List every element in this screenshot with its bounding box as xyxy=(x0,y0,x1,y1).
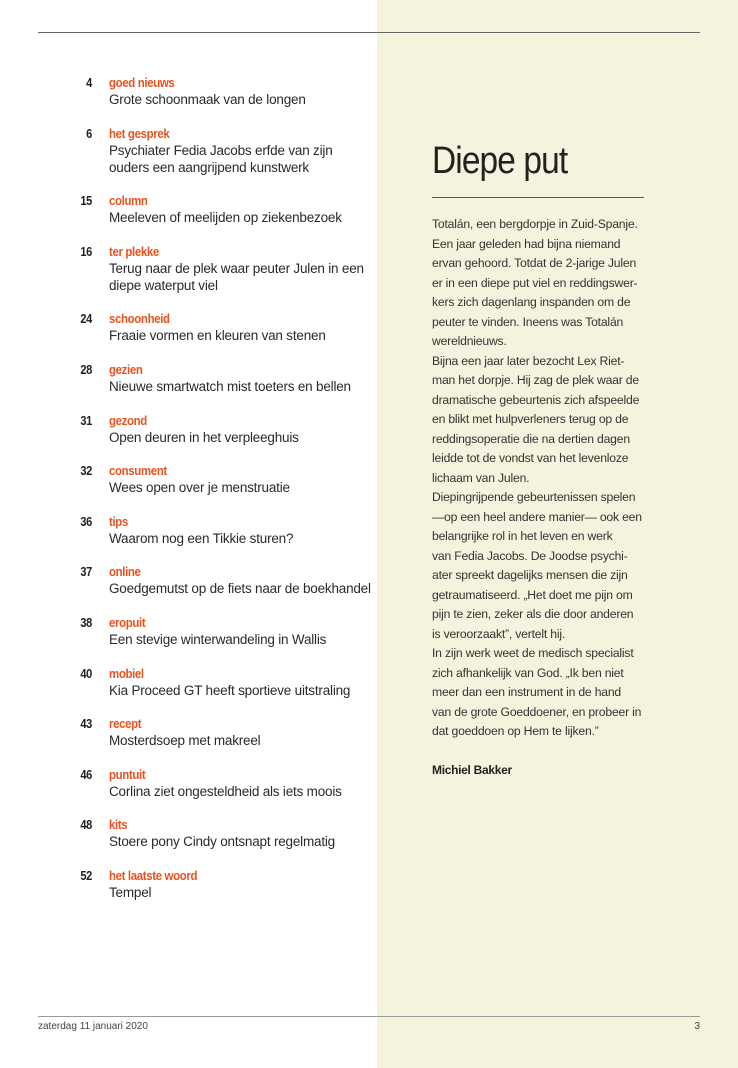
intro-line: dat goeddoen op Hem te lijken.” xyxy=(432,724,599,738)
toc-page-number: 15 xyxy=(80,193,92,209)
intro-line: ater spreekt dagelijks mensen die zijn xyxy=(432,568,628,582)
toc-page-number: 28 xyxy=(80,361,92,377)
toc-category: column xyxy=(109,193,148,209)
toc-page-number: 16 xyxy=(80,243,92,259)
toc-page-number: 40 xyxy=(80,665,92,681)
toc-page-number: 4 xyxy=(86,75,92,90)
intro-line: getraumatiseerd. „Het doet me pijn om xyxy=(432,587,633,602)
intro-line: Bijna een jaar later bezocht Lex Riet- xyxy=(432,353,625,368)
toc-page-number: 6 xyxy=(86,125,92,141)
toc-category: goed nieuws xyxy=(109,75,175,90)
toc-page-number: 43 xyxy=(80,716,92,732)
toc-title: Kia Proceed GT heeft sportieve uitstraling xyxy=(109,682,351,698)
article-headline: Diepe put xyxy=(432,140,568,182)
toc-category: schoonheid xyxy=(109,311,170,327)
intro-line: peuter te vinden. Ineens was Totalán xyxy=(432,314,624,329)
toc-category: ter plekke xyxy=(109,243,159,259)
intro-line: lichaam van Julen. xyxy=(432,470,530,485)
intro-line: kers zich dagenlang inspanden om de xyxy=(432,295,631,309)
toc-category: gezond xyxy=(109,412,147,428)
intro-line: zich afhankelijk van God. „Ik ben niet xyxy=(432,665,624,680)
toc-title: Goedgemutst op de fiets naar de boekhandel xyxy=(109,581,371,597)
intro-line: dramatische gebeurtenis zich afspeelde xyxy=(432,392,640,407)
toc-page-number: 37 xyxy=(80,564,92,580)
toc-title: Corlina ziet ongesteldheid als iets moois xyxy=(109,783,342,799)
toc-entry[interactable] xyxy=(60,412,370,463)
intro-line: ervan gehoord. Totdat de 2-jarige Julen xyxy=(432,256,637,270)
toc-title: Mosterdsoep met makreel xyxy=(109,733,261,749)
toc-entry[interactable] xyxy=(60,243,370,311)
toc-entry[interactable] xyxy=(60,192,370,243)
article-intro xyxy=(432,215,647,742)
intro-line: Diepingrijpende gebeurtenissen spelen xyxy=(432,490,636,504)
intro-line: van Fedia Jacobs. De Joodse psychi- xyxy=(432,548,628,563)
intro-line: In zijn werk weet de medisch specialist xyxy=(432,646,634,660)
toc-category: recept xyxy=(109,716,142,732)
toc-category: het gesprek xyxy=(109,125,170,141)
toc-category: eropuit xyxy=(109,614,146,630)
toc-page-number: 38 xyxy=(80,614,92,630)
toc-entry[interactable] xyxy=(60,563,370,614)
intro-line: van de grote Goeddoener, en probeer in xyxy=(432,704,642,719)
toc-category: mobiel xyxy=(109,665,144,681)
toc-title: Waarom nog een Tikkie sturen? xyxy=(109,530,294,546)
intro-line: pijn te zien, zeker als die door anderen xyxy=(432,607,634,621)
bottom-divider xyxy=(38,1016,700,1017)
toc-title: Tempel xyxy=(109,884,152,900)
footer-date: zaterdag 11 januari 2020 xyxy=(38,1021,148,1032)
toc-entry[interactable] xyxy=(60,361,370,412)
toc-title: Nieuwe smartwatch mist toeters en bellen xyxy=(109,378,351,394)
intro-line: Totalán, een bergdorpje in Zuid-Spanje. xyxy=(432,217,638,231)
toc-title: Open deuren in het verpleeghuis xyxy=(109,429,299,445)
toc-page-number: 36 xyxy=(80,513,92,529)
intro-line: en blikt met hulpverleners terug op de xyxy=(432,412,629,426)
toc-entry[interactable] xyxy=(60,816,370,867)
page-number: 3 xyxy=(694,1021,700,1032)
intro-line: reddingsoperatie die na dertien dagen xyxy=(432,431,630,446)
intro-line: is veroorzaakt”, vertelt hij. xyxy=(432,626,566,641)
toc-entry[interactable] xyxy=(60,715,370,766)
author-name: Michiel Bakker xyxy=(432,763,512,777)
intro-line: Een jaar geleden had bijna niemand xyxy=(432,236,621,251)
toc-title: Stoere pony Cindy ontsnapt regelmatig xyxy=(109,834,335,850)
toc-category: puntuit xyxy=(109,766,146,782)
toc-page-number: 52 xyxy=(80,867,92,883)
toc-page-number: 46 xyxy=(80,766,92,782)
intro-line: man het dorpje. Hij zag de plek waar de xyxy=(432,373,639,387)
toc-title: Meeleven of meelijden op ziekenbezoek xyxy=(109,210,342,226)
intro-line: —op een heel andere manier— ook een xyxy=(432,509,642,524)
intro-line: belangrijke rol in het leven en werk xyxy=(432,529,613,543)
intro-line: wereldnieuws. xyxy=(432,334,507,348)
toc-title: Terug naar de plek waar peuter Julen in een diepe waterput viel xyxy=(109,260,364,293)
table-of-contents xyxy=(60,74,370,918)
intro-line: meer dan een instrument in de hand xyxy=(432,685,622,699)
headline-divider xyxy=(432,197,644,198)
toc-title: Wees open over je menstruatie xyxy=(109,480,290,496)
toc-page-number: 48 xyxy=(80,817,92,833)
toc-page-number: 32 xyxy=(80,463,92,479)
toc-page-number: 31 xyxy=(80,412,92,428)
toc-entry[interactable] xyxy=(60,867,370,918)
intro-line: er in een diepe put viel en reddingswer- xyxy=(432,275,638,290)
toc-title: Grote schoonmaak van de longen xyxy=(109,92,306,107)
toc-category: kits xyxy=(109,817,128,833)
toc-entry[interactable] xyxy=(60,766,370,817)
toc-title: Fraaie vormen en kleuren van stenen xyxy=(109,328,326,344)
toc-entry[interactable] xyxy=(60,125,370,193)
toc-entry[interactable] xyxy=(60,665,370,716)
toc-entry[interactable] xyxy=(60,74,370,125)
toc-title: Een stevige winterwandeling in Wallis xyxy=(109,631,327,647)
intro-line: leidde tot de vondst van het levenloze xyxy=(432,451,629,465)
toc-category: het laatste woord xyxy=(109,867,198,883)
toc-entry[interactable] xyxy=(60,614,370,665)
toc-category: tips xyxy=(109,513,128,529)
toc-title: Psychiater Fedia Jacobs erfde van zijn ouders een aangrijpend kunstwerk xyxy=(109,142,333,175)
toc-page-number: 24 xyxy=(80,311,92,327)
top-divider xyxy=(38,32,700,33)
toc-entry[interactable] xyxy=(60,513,370,564)
toc-entry[interactable] xyxy=(60,310,370,361)
toc-category: online xyxy=(109,564,141,580)
toc-category: consument xyxy=(109,463,167,479)
toc-entry[interactable] xyxy=(60,462,370,513)
toc-category: gezien xyxy=(109,361,143,377)
